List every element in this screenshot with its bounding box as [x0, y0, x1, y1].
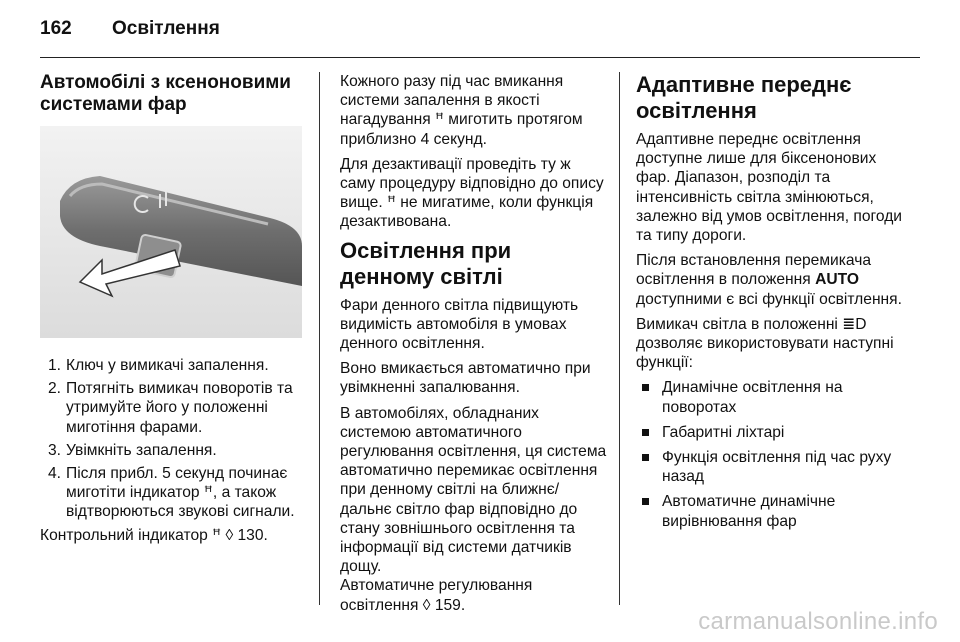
light-switch-lever-icon — [40, 126, 302, 338]
list-item: Автоматичне динамічне вирівнювання фар — [636, 492, 906, 530]
paragraph: Після встановлення перемикача освітлення в положення AUTO доступними є всі функції освітлення. — [636, 252, 902, 308]
column-divider-1 — [319, 72, 320, 605]
header-rule — [40, 57, 920, 58]
section-heading-xenon: Автомобілі з ксеноновими системами фар — [40, 72, 291, 115]
page-header — [40, 18, 220, 40]
paragraph: Воно вмикається автоматично при увімкненні запалювання. — [340, 360, 591, 397]
section-heading-daytime: Освітлення при денному світлі — [340, 237, 512, 289]
step-item: 4. Після прибл. 5 секунд починає миготіти індикатор ꟸ, а також відтворюються звукові сигнали. — [48, 465, 295, 521]
list-item: Габаритні ліхтарі — [636, 423, 906, 442]
step-item: 3. Увімкніть запалення. — [48, 441, 217, 459]
paragraph: Фари денного світла підвищують видимість автомобіля в умовах денного освітлення. — [340, 296, 579, 353]
light-switch-figure — [40, 126, 302, 338]
auto-label: AUTO — [815, 271, 859, 289]
paragraph: Вимикач світла в положенні ≣D дозволяє використовувати наступні функції: — [636, 315, 894, 372]
watermark: carmanualsonline.info — [698, 608, 938, 635]
paragraph: Кожного разу під час вмикання системи запалення в якості нагадування ꟸ миготить протягом приблизно 4 секунд. — [340, 73, 583, 148]
auto-light-reference-link[interactable]: Автоматичне регулювання освітлення ◊ 159. — [340, 577, 533, 614]
column-divider-2 — [619, 72, 620, 605]
indicator-reference-link[interactable]: Контрольний індикатор ꟸ ◊ 130. — [40, 526, 268, 544]
features-list — [636, 378, 906, 530]
column-2 — [340, 72, 608, 621]
paragraph: В автомобілях, обладнаних системою автоматичного регулювання освітлення, ця система автоматично перемикає освітлення при денному світлі на ближнє/дальнє світло фар відповідно до стану зовнішнього освітлення та інформації від системи датчиків дощу. — [340, 404, 607, 576]
list-item: Функція освітлення під час руху назад — [636, 448, 906, 486]
step-item: 1. Ключ у вимикачі запалення. — [48, 357, 269, 374]
page-number: 162 — [40, 18, 72, 39]
steps-list — [40, 356, 305, 522]
column-3 — [636, 72, 906, 537]
paragraph: Адаптивне переднє освітлення доступне лише для біксенонових фар. Діапазон, розподіл та інтенсивність світла змінюються, залежно від умов освітлення, погоди та типу дороги. — [636, 131, 902, 245]
column-1 — [40, 72, 305, 551]
step-item: 2. Потягніть вимикач поворотів та утримуйте його у положенні миготіння фарами. — [48, 380, 293, 436]
list-item: Динамічне освітлення на поворотах — [636, 378, 906, 416]
section-heading-adaptive: Адаптивне переднє освітлення — [636, 72, 852, 123]
page-title: Освітлення — [112, 18, 220, 39]
paragraph: Для дезактивації проведіть ту ж саму процедуру відповідно до опису вище. ꟸ не мигатиме, коли функція дезактивована. — [340, 155, 604, 231]
